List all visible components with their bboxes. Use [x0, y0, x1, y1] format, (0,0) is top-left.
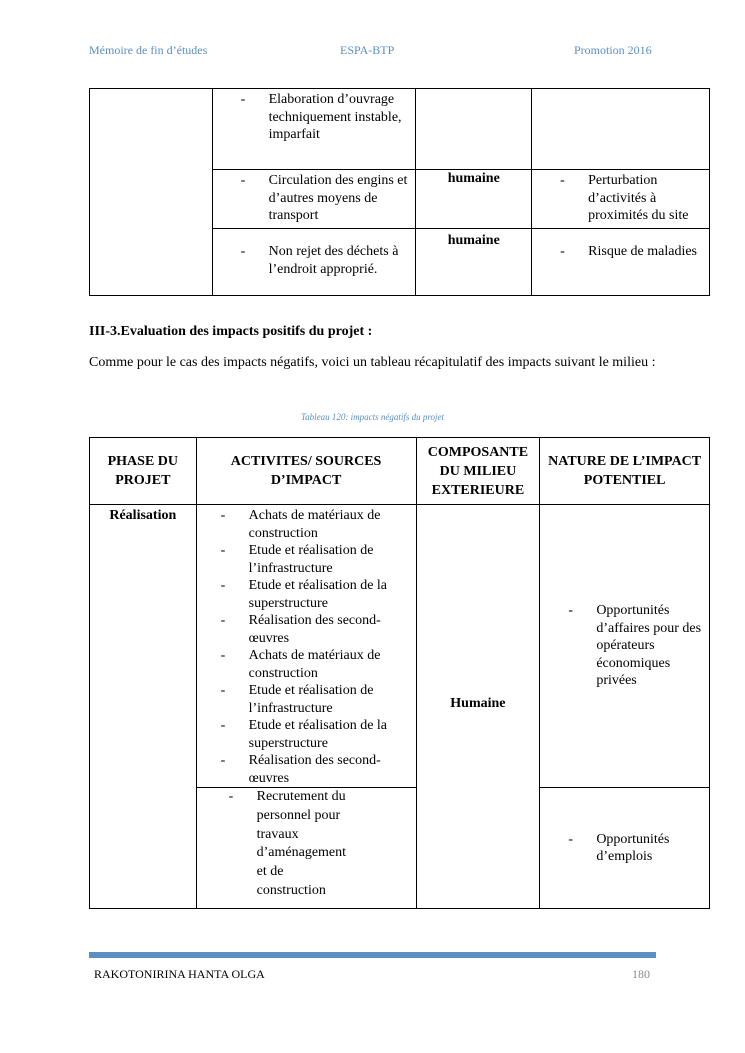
- activity-item: - Circulation des engins et d’autres moyens de transport: [241, 172, 412, 225]
- section-title: III-3.Evaluation des impacts positifs du projet :: [89, 324, 373, 339]
- header-right: Promotion 2016: [574, 43, 652, 57]
- activity-cell: [212, 89, 416, 170]
- header-phase: PHASE DU PROJET: [90, 438, 197, 505]
- impact-item: - Opportunités d’affaires pour des opérateurs économiques privées: [568, 602, 705, 690]
- table-header-row: [90, 438, 710, 505]
- activity-item: - Etude et réalisation de la superstructure: [221, 577, 412, 612]
- header-component: COMPOSANTE DU MILIEU EXTERIEURE: [416, 438, 540, 505]
- activity-item: - Réalisation des second-œuvres: [221, 752, 412, 787]
- table-row: [90, 505, 710, 788]
- impact-item: - Opportunités d’emplois: [568, 831, 705, 866]
- component-cell: humaine: [416, 170, 532, 229]
- activity-item: - Achats de matériaux de construction: [221, 647, 412, 682]
- footer-divider: [89, 952, 656, 958]
- activity-item: - Etude et réalisation de l’infrastructure: [221, 542, 412, 577]
- impact-item: - Risque de maladies: [560, 243, 705, 261]
- table-caption: Tableau 120: impacts négatifs du projet: [300, 412, 445, 422]
- top-table: [89, 88, 710, 296]
- impact-cell: [532, 89, 710, 170]
- activity-cell: [212, 229, 416, 296]
- activities-cell: [196, 505, 416, 788]
- activity-item: - Réalisation des second-œuvres: [221, 612, 412, 647]
- header-left: Mémoire de fin d’études: [89, 43, 208, 57]
- activity-item: - Etude et réalisation de l’infrastructure: [221, 682, 412, 717]
- phase-cell-empty: [90, 89, 213, 296]
- activity-item: - Achats de matériaux de construction: [221, 507, 412, 542]
- activities-list: [221, 507, 412, 787]
- impact-cell: [540, 505, 710, 788]
- impact-cell: [532, 229, 710, 296]
- component-cell: Humaine: [416, 505, 540, 909]
- activity-item: - Elaboration d’ouvrage techniquement instable, imparfait: [241, 91, 412, 144]
- table-row: [90, 89, 710, 170]
- header-center: ESPA-BTP: [340, 43, 395, 57]
- impact-cell: [532, 170, 710, 229]
- impact-cell: [540, 788, 710, 909]
- activity-item: - Etude et réalisation de la superstructure: [221, 717, 412, 752]
- component-cell: humaine: [416, 229, 532, 296]
- impact-item: - Perturbation d’activités à proximités du site: [560, 172, 705, 225]
- activity-cell: [212, 170, 416, 229]
- section-paragraph: Comme pour le cas des impacts négatifs, voici un tableau récapitulatif des impacts suivant le milieu :: [89, 355, 656, 370]
- impacts-table: [89, 437, 710, 909]
- page-number: 180: [632, 967, 650, 981]
- activity-item: - Recrutement du personnel pour travaux d’aménagement et de construction: [229, 788, 356, 901]
- component-cell: [416, 89, 532, 170]
- header-activities: ACTIVITES/ SOURCES D’IMPACT: [196, 438, 416, 505]
- activity-item: - Non rejet des déchets à l’endroit approprié.: [241, 243, 412, 278]
- header-impact: NATURE DE L’IMPACT POTENTIEL: [540, 438, 710, 505]
- activities-cell: [196, 788, 416, 909]
- footer-author: RAKOTONIRINA HANTA OLGA: [94, 967, 265, 981]
- phase-cell: Réalisation: [90, 505, 197, 909]
